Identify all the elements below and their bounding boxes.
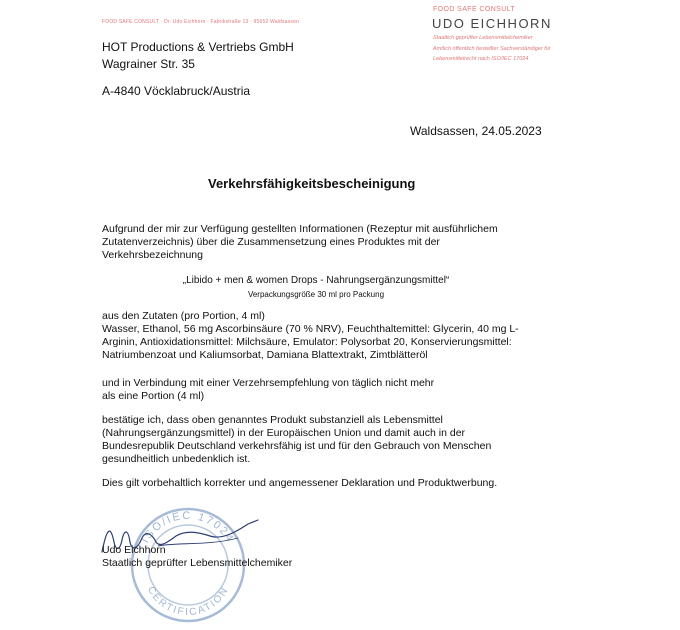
document-title: Verkehrsfähigkeitsbescheinigung	[208, 176, 416, 191]
recipient-company: HOT Productions & Vertriebs GmbH	[102, 40, 294, 54]
confirmation-line-4: gesundheitlich unbedenklich ist.	[102, 453, 251, 465]
brand-line-3: Lebensmittelrecht nach ISO/IEC 17024	[433, 56, 529, 62]
letter-date: Waldsassen, 24.05.2023	[410, 124, 542, 138]
confirmation-line-2: (Nahrungsergänzungsmittel) in der Europäischen Union und damit auch in der	[102, 427, 466, 439]
sender-line: FOOD SAFE CONSULT · Dr. Udo Eichhorn · Fabrikstraße 13 · 95652 Waldsassen	[102, 19, 300, 25]
intro-line-2: Zutatenverzeichnis) über die Zusammensetzung eines Produktes mit der	[102, 236, 440, 248]
stamp-text-bottom: CERTIFICATION	[144, 584, 232, 619]
ingredients-line-3: Arginin, Antioxidationsmittel: Milchsäure, Emulator: Polysorbat 20, Konservierungsmittel:	[102, 336, 512, 348]
brand-line-1: Staatlich geprüfter Lebensmittelchemiker	[433, 35, 533, 41]
ingredients-line-4: Natriumbenzoat und Kaliumsorbat, Damiana Blattextrakt, Zimtblätteröl	[102, 349, 428, 361]
brand-small: FOOD SAFE CONSULT	[433, 6, 516, 13]
ingredients-line-1: aus den Zutaten (pro Portion, 4 ml)	[102, 310, 265, 322]
intro-line-3: Verkehrsbezeichnung	[102, 249, 203, 261]
recipient-street: Wagrainer Str. 35	[102, 57, 195, 71]
ingredients-paragraph	[102, 310, 519, 362]
brand-name: UDO EICHHORN	[432, 16, 552, 31]
disclaimer: Dies gilt vorbehaltlich korrekter und angemessener Deklaration und Produktwerbung.	[102, 477, 498, 489]
recommendation-line-1: und in Verbindung mit einer Verzehrsempfehlung von täglich nicht mehr	[102, 377, 435, 389]
signer-role: Staatlich geprüfter Lebensmittelchemiker	[102, 557, 293, 569]
intro-paragraph	[102, 223, 498, 262]
recommendation-paragraph	[102, 377, 434, 403]
pack-size: Verpackungsgröße 30 ml pro Packung	[247, 290, 385, 299]
stamp-text-top: ISO/IEC 17024	[139, 509, 237, 546]
signer-name: Udo Eichhorn	[102, 544, 166, 556]
ingredients-line-2: Wasser, Ethanol, 56 mg Ascorbinsäure (70 % NRV), Feuchthaltemittel: Glycerin, 40 mg L-	[102, 323, 519, 335]
confirmation-paragraph	[102, 414, 491, 466]
confirmation-line-1: bestätige ich, dass oben genanntes Produkt substanziell als Lebensmittel	[102, 414, 443, 426]
intro-line-1: Aufgrund der mir zur Verfügung gestellten Informationen (Rezeptur mit ausführlichem	[102, 223, 498, 235]
product-name: „Libido + men & women Drops - Nahrungsergänzungsmittel“	[182, 275, 450, 286]
confirmation-line-3: Bundesrepublik Deutschland verkehrsfähig ist und für den Gebrauch von Menschen	[102, 440, 492, 452]
recommendation-line-2: als eine Portion (4 ml)	[102, 390, 205, 402]
brand-line-2: Amtlich öffentlich bestellter Sachverständiger für	[433, 46, 551, 52]
recipient-city: A-4840 Vöcklabruck/Austria	[102, 84, 251, 98]
